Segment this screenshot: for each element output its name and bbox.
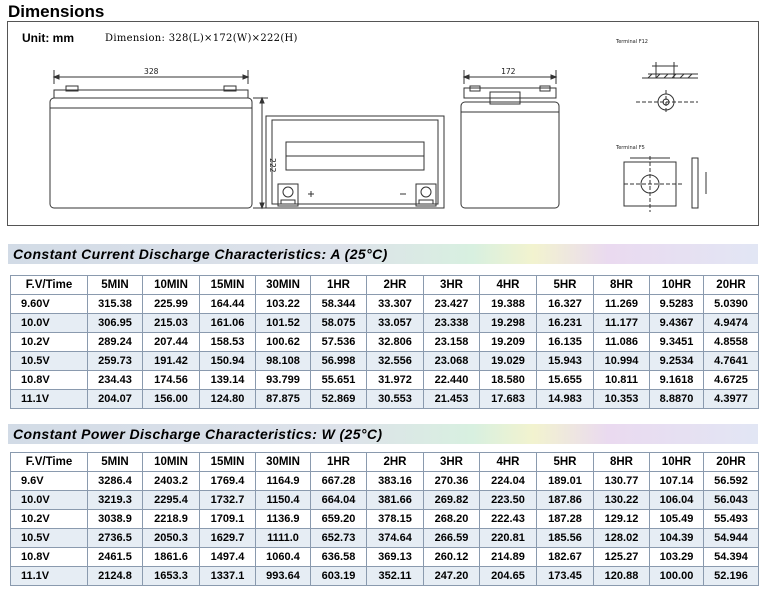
table-cell: 2295.4	[143, 491, 200, 510]
current-title-unit: A (25°C)	[330, 246, 388, 262]
table-cell: 56.998	[311, 352, 367, 371]
table-cell: 32.556	[367, 352, 424, 371]
table-cell: 19.029	[480, 352, 537, 371]
table-cell: 9.4367	[650, 314, 704, 333]
table-cell: 9.1618	[650, 371, 704, 390]
column-header: 30MIN	[256, 453, 311, 472]
column-header: 20HR	[704, 453, 759, 472]
table-cell: 1136.9	[256, 510, 311, 529]
table-cell: 107.14	[650, 472, 704, 491]
table-cell: 1164.9	[256, 472, 311, 491]
table-cell: 269.82	[424, 491, 480, 510]
table-cell: 270.36	[424, 472, 480, 491]
table-cell: 189.01	[537, 472, 594, 491]
table-cell: 1653.3	[143, 567, 200, 586]
table-cell: 103.22	[256, 295, 311, 314]
terminal-f12-label: Terminal F12	[616, 39, 648, 45]
table-cell: 10.994	[594, 352, 650, 371]
table-cell: 993.64	[256, 567, 311, 586]
battery-dimension-drawing	[8, 22, 758, 225]
column-header: 4HR	[480, 453, 537, 472]
table-cell: 187.28	[537, 510, 594, 529]
table-cell: 18.580	[480, 371, 537, 390]
column-header: 20HR	[704, 276, 759, 295]
table-cell: 185.56	[537, 529, 594, 548]
table-cell: 33.307	[367, 295, 424, 314]
table-cell: 57.536	[311, 333, 367, 352]
row-voltage-cell: 9.6V	[11, 472, 88, 491]
table-cell: 2403.2	[143, 472, 200, 491]
table-cell: 225.99	[143, 295, 200, 314]
table-row	[11, 548, 759, 567]
row-voltage-cell: 11.1V	[11, 567, 88, 586]
table-row	[11, 352, 759, 371]
table-cell: 52.869	[311, 390, 367, 409]
table-cell: 4.7641	[704, 352, 759, 371]
column-header: 10MIN	[143, 453, 200, 472]
column-header: 8HR	[594, 276, 650, 295]
table-cell: 15.943	[537, 352, 594, 371]
table-cell: 11.269	[594, 295, 650, 314]
table-cell: 4.9474	[704, 314, 759, 333]
current-section-header	[8, 244, 758, 264]
table-cell: 636.58	[311, 548, 367, 567]
table-cell: 3286.4	[88, 472, 143, 491]
table-cell: 93.799	[256, 371, 311, 390]
table-cell: 2461.5	[88, 548, 143, 567]
table-cell: 374.64	[367, 529, 424, 548]
table-cell: 156.00	[143, 390, 200, 409]
column-header-fv: F.V/Time	[11, 453, 88, 472]
table-cell: 173.45	[537, 567, 594, 586]
column-header: 30MIN	[256, 276, 311, 295]
table-cell: 19.298	[480, 314, 537, 333]
table-cell: 23.338	[424, 314, 480, 333]
table-cell: 16.135	[537, 333, 594, 352]
row-voltage-cell: 10.8V	[11, 548, 88, 567]
top-view	[266, 116, 444, 208]
row-voltage-cell: 10.2V	[11, 333, 88, 352]
table-cell: 383.16	[367, 472, 424, 491]
table-cell: 130.22	[594, 491, 650, 510]
row-voltage-cell: 9.60V	[11, 295, 88, 314]
table-cell: 54.944	[704, 529, 759, 548]
table-cell: 352.11	[367, 567, 424, 586]
current-section-title	[13, 246, 388, 262]
table-cell: 22.440	[424, 371, 480, 390]
table-cell: 98.108	[256, 352, 311, 371]
current-title-prefix: Constant Current Discharge Characteristics:	[13, 246, 331, 262]
table-cell: 164.44	[200, 295, 256, 314]
table-cell: 33.057	[367, 314, 424, 333]
table-cell: 191.42	[143, 352, 200, 371]
table-cell: 55.493	[704, 510, 759, 529]
dimensions-drawing-panel	[7, 21, 759, 226]
table-row	[11, 491, 759, 510]
table-cell: 2050.3	[143, 529, 200, 548]
table-cell: 120.88	[594, 567, 650, 586]
table-cell: 1111.0	[256, 529, 311, 548]
table-cell: 158.53	[200, 333, 256, 352]
column-header: 10HR	[650, 453, 704, 472]
table-cell: 16.327	[537, 295, 594, 314]
table-cell: 128.02	[594, 529, 650, 548]
table-cell: 10.811	[594, 371, 650, 390]
table-row	[11, 567, 759, 586]
table-cell: 187.86	[537, 491, 594, 510]
table-cell: 58.344	[311, 295, 367, 314]
column-header: 5MIN	[88, 276, 143, 295]
power-title-prefix: Constant Power Discharge Characteristics:	[13, 426, 322, 442]
table-cell: 161.06	[200, 314, 256, 333]
table-cell: 1060.4	[256, 548, 311, 567]
table-cell: 259.73	[88, 352, 143, 371]
length-label: 328	[144, 67, 159, 76]
table-cell: 58.075	[311, 314, 367, 333]
row-voltage-cell: 10.0V	[11, 491, 88, 510]
table-row	[11, 390, 759, 409]
table-cell: 223.50	[480, 491, 537, 510]
table-cell: 23.427	[424, 295, 480, 314]
row-voltage-cell: 10.5V	[11, 529, 88, 548]
table-cell: 10.353	[594, 390, 650, 409]
table-cell: 150.94	[200, 352, 256, 371]
table-cell: 260.12	[424, 548, 480, 567]
table-header-row	[11, 276, 759, 295]
side-view	[461, 70, 559, 208]
table-cell: 56.592	[704, 472, 759, 491]
width-label: 172	[501, 67, 516, 76]
table-cell: 9.5283	[650, 295, 704, 314]
column-header-fv: F.V/Time	[11, 276, 88, 295]
table-cell: 378.15	[367, 510, 424, 529]
table-cell: 266.59	[424, 529, 480, 548]
column-header: 10HR	[650, 276, 704, 295]
table-cell: 3219.3	[88, 491, 143, 510]
table-cell: 4.8558	[704, 333, 759, 352]
table-cell: 9.3451	[650, 333, 704, 352]
table-cell: 9.2534	[650, 352, 704, 371]
table-cell: 56.043	[704, 491, 759, 510]
table-cell: 4.6725	[704, 371, 759, 390]
table-cell: 104.39	[650, 529, 704, 548]
table-cell: 2736.5	[88, 529, 143, 548]
table-cell: 1497.4	[200, 548, 256, 567]
table-cell: 124.80	[200, 390, 256, 409]
table-cell: 106.04	[650, 491, 704, 510]
table-cell: 220.81	[480, 529, 537, 548]
table-cell: 125.27	[594, 548, 650, 567]
power-discharge-table	[10, 452, 759, 586]
table-cell: 14.983	[537, 390, 594, 409]
table-cell: 23.068	[424, 352, 480, 371]
power-title-unit: W (25°C)	[321, 426, 383, 442]
table-row	[11, 295, 759, 314]
table-cell: 182.67	[537, 548, 594, 567]
table-cell: 664.04	[311, 491, 367, 510]
terminal-f5-drawing	[624, 156, 706, 212]
table-cell: 11.177	[594, 314, 650, 333]
row-voltage-cell: 10.5V	[11, 352, 88, 371]
table-cell: 100.00	[650, 567, 704, 586]
table-cell: 100.62	[256, 333, 311, 352]
table-cell: 2124.8	[88, 567, 143, 586]
table-cell: 315.38	[88, 295, 143, 314]
table-row	[11, 314, 759, 333]
table-cell: 222.43	[480, 510, 537, 529]
column-header: 4HR	[480, 276, 537, 295]
table-cell: 15.655	[537, 371, 594, 390]
table-cell: 1629.7	[200, 529, 256, 548]
table-cell: 1709.1	[200, 510, 256, 529]
table-cell: 215.03	[143, 314, 200, 333]
table-cell: 174.56	[143, 371, 200, 390]
row-voltage-cell: 10.0V	[11, 314, 88, 333]
table-cell: 31.972	[367, 371, 424, 390]
table-cell: 30.553	[367, 390, 424, 409]
table-cell: 234.43	[88, 371, 143, 390]
table-cell: 139.14	[200, 371, 256, 390]
column-header: 1HR	[311, 276, 367, 295]
table-cell: 1732.7	[200, 491, 256, 510]
table-row	[11, 472, 759, 491]
table-cell: 8.8870	[650, 390, 704, 409]
table-cell: 23.158	[424, 333, 480, 352]
column-header: 15MIN	[200, 453, 256, 472]
table-cell: 247.20	[424, 567, 480, 586]
table-cell: 52.196	[704, 567, 759, 586]
column-header: 2HR	[367, 453, 424, 472]
table-row	[11, 371, 759, 390]
table-cell: 659.20	[311, 510, 367, 529]
table-row	[11, 510, 759, 529]
current-discharge-table	[10, 275, 759, 409]
terminal-f12-drawing	[636, 62, 698, 114]
table-cell: 381.66	[367, 491, 424, 510]
table-cell: 19.209	[480, 333, 537, 352]
table-cell: 204.65	[480, 567, 537, 586]
table-cell: 289.24	[88, 333, 143, 352]
column-header: 8HR	[594, 453, 650, 472]
table-cell: 224.04	[480, 472, 537, 491]
table-cell: 19.388	[480, 295, 537, 314]
table-cell: 1861.6	[143, 548, 200, 567]
table-cell: 214.89	[480, 548, 537, 567]
table-cell: 129.12	[594, 510, 650, 529]
table-cell: 130.77	[594, 472, 650, 491]
column-header: 3HR	[424, 453, 480, 472]
table-cell: 204.07	[88, 390, 143, 409]
table-cell: 4.3977	[704, 390, 759, 409]
table-cell: 1769.4	[200, 472, 256, 491]
table-cell: 1150.4	[256, 491, 311, 510]
table-cell: 2218.9	[143, 510, 200, 529]
table-row	[11, 529, 759, 548]
column-header: 1HR	[311, 453, 367, 472]
column-header: 15MIN	[200, 276, 256, 295]
row-voltage-cell: 10.2V	[11, 510, 88, 529]
column-header: 2HR	[367, 276, 424, 295]
table-cell: 667.28	[311, 472, 367, 491]
row-voltage-cell: 11.1V	[11, 390, 88, 409]
table-cell: 5.0390	[704, 295, 759, 314]
table-cell: 603.19	[311, 567, 367, 586]
table-cell: 369.13	[367, 548, 424, 567]
terminal-f5-label: Terminal F5	[616, 145, 645, 151]
table-cell: 11.086	[594, 333, 650, 352]
column-header: 10MIN	[143, 276, 200, 295]
dimensions-title: Dimensions	[8, 2, 105, 21]
column-header: 5HR	[537, 276, 594, 295]
power-section-header	[8, 424, 758, 444]
table-cell: 87.875	[256, 390, 311, 409]
height-label: 222	[268, 158, 277, 173]
table-cell: 17.683	[480, 390, 537, 409]
power-section-title	[13, 426, 382, 442]
table-cell: 21.453	[424, 390, 480, 409]
column-header: 5HR	[537, 453, 594, 472]
dimension-text: Dimension: 328(L)×172(W)×222(H)	[105, 33, 298, 44]
table-cell: 103.29	[650, 548, 704, 567]
table-cell: 105.49	[650, 510, 704, 529]
table-row	[11, 333, 759, 352]
unit-label: Unit: mm	[22, 31, 74, 45]
table-cell: 55.651	[311, 371, 367, 390]
table-cell: 16.231	[537, 314, 594, 333]
table-cell: 1337.1	[200, 567, 256, 586]
table-cell: 207.44	[143, 333, 200, 352]
table-cell: 652.73	[311, 529, 367, 548]
column-header: 5MIN	[88, 453, 143, 472]
column-header: 3HR	[424, 276, 480, 295]
table-cell: 32.806	[367, 333, 424, 352]
table-header-row	[11, 453, 759, 472]
table-cell: 101.52	[256, 314, 311, 333]
table-cell: 306.95	[88, 314, 143, 333]
front-view	[50, 70, 268, 208]
table-cell: 3038.9	[88, 510, 143, 529]
table-cell: 268.20	[424, 510, 480, 529]
table-cell: 54.394	[704, 548, 759, 567]
row-voltage-cell: 10.8V	[11, 371, 88, 390]
